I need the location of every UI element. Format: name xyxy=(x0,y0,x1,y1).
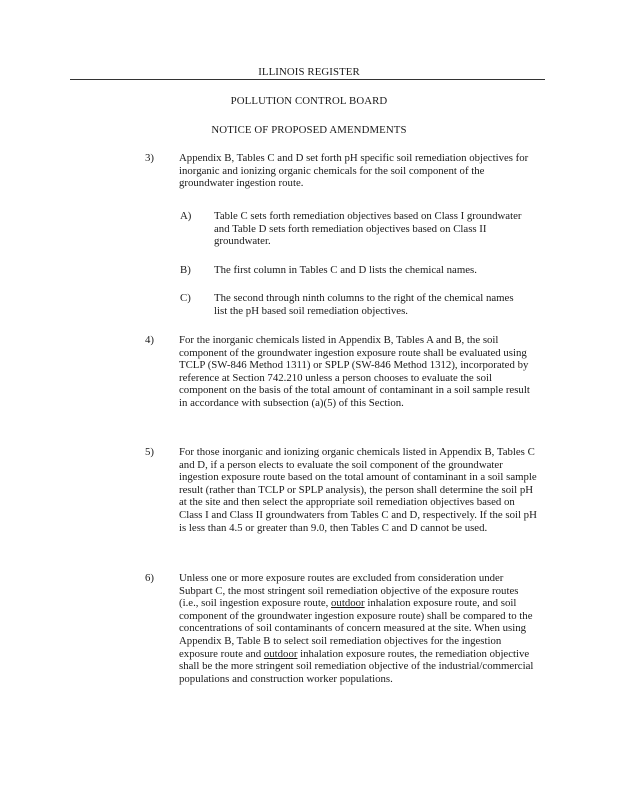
notice-title: NOTICE OF PROPOSED AMENDMENTS xyxy=(211,124,407,136)
board-title: POLLUTION CONTROL BOARD xyxy=(230,95,388,107)
sub-item-text: The first column in Tables C and D lists the chemical names. xyxy=(214,264,477,276)
item-text: For those inorganic and ionizing organic chemicals listed in Appendix B, Tables C and D, if a person elects to evaluate the soil component of the groundwater ingestion exposure route based on the total amount of contaminant in a soil sample result (rather than TCLP or SPLP analysis), the person shall determine the soil pH at the site and then select the appropriate soil remediation objectives based on Class I and Class II groundwaters from Tables C and D, respectively. If the soil pH is less than 4.5 or greater than 9.0, then Tables C and D cannot be used. xyxy=(179,446,537,534)
item-text-part: Unless one or more exposure routes are excluded from consideration under Subpart C, the most stringent soil remediation objective of the exposure routes (i.e., soil ingestion exposure route, xyxy=(179,572,519,610)
item-text-part: inhalation exposure route, and soil component of the groundwater ingestion exposure route) shall be compared to the concentrations of soil contaminants of concern measured at the site. When using Appendix B, Table B to select soil remediation objectives for the ingestion exposure route and xyxy=(179,597,533,660)
item-text-part: inhalation exposure routes, the remediation objective shall be the more stringent soil remediation objective of the industrial/commercial populations and construction worker populations. xyxy=(179,647,534,685)
item-text: For the inorganic chemicals listed in Appendix B, Tables A and B, the soil component of the groundwater ingestion exposure route shall be evaluated using TCLP (SW-846 Method 1311) or SPLP (SW-846 Method 1312), incorporated by reference at Section 742.210 unless a person chooses to evaluate the soil component on the basis of the total amount of contaminant in a soil sample result in accordance with subsection (a)(5) of this Section. xyxy=(179,334,530,409)
sub-item-number: A) xyxy=(180,210,192,222)
sub-item-number: C) xyxy=(180,292,191,304)
item-number: 3) xyxy=(145,152,154,164)
item-number: 6) xyxy=(145,572,154,584)
sub-item-number: B) xyxy=(180,264,191,276)
underlined-insertion: outdoor xyxy=(331,597,365,610)
sub-item-text: Table C sets forth remediation objectives based on Class I groundwater and Table D sets forth remediation objectives based on Class II groundwater. xyxy=(214,210,522,248)
sub-item-text: The second through ninth columns to the right of the chemical names list the pH based soil remediation objectives. xyxy=(214,292,514,317)
register-title: ILLINOIS REGISTER xyxy=(258,66,360,78)
item-text xyxy=(179,572,539,685)
item-text: Appendix B, Tables C and D set forth pH specific soil remediation objectives for inorganic and ionizing organic chemicals for the soil component of the groundwater ingestion route. xyxy=(179,152,529,190)
header-rule xyxy=(70,79,545,80)
underlined-insertion: outdoor xyxy=(263,647,298,660)
item-number: 5) xyxy=(145,446,154,458)
item-number: 4) xyxy=(145,334,154,346)
